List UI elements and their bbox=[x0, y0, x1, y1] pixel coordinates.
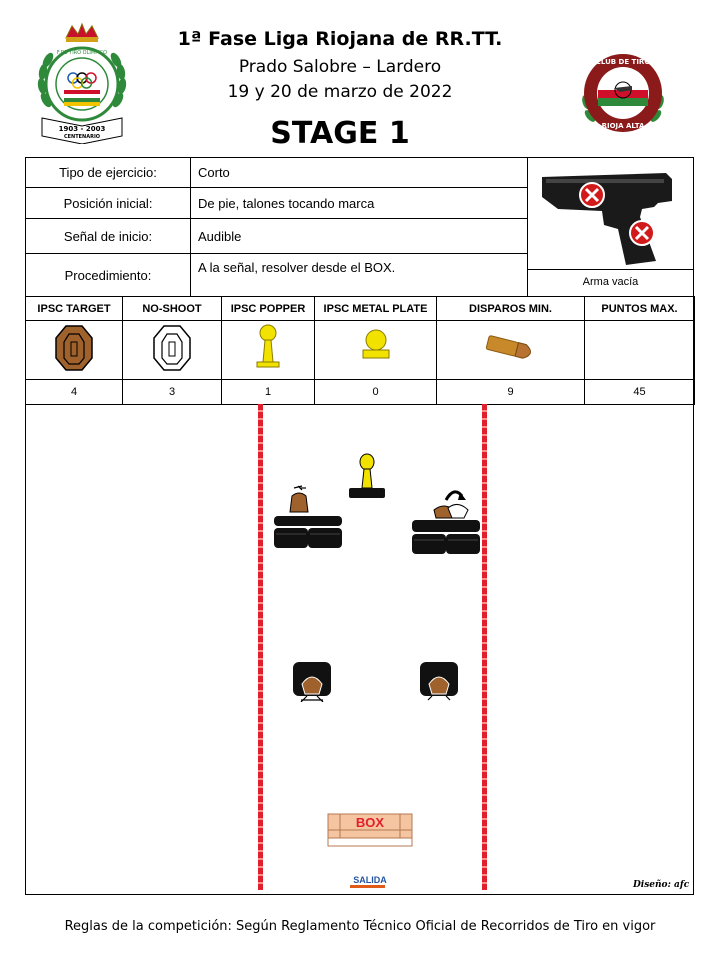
info-label: Posición inicial: bbox=[26, 188, 191, 219]
box-label: BOX bbox=[355, 815, 385, 830]
club-logo bbox=[580, 50, 666, 136]
targets-header-row bbox=[26, 297, 695, 321]
logo-right-bottom-text: RIOJA ALTA bbox=[601, 122, 645, 130]
header-ipsc-metal-plate: IPSC METAL PLATE bbox=[315, 297, 437, 321]
count-ipsc-popper: 1 bbox=[222, 380, 315, 405]
info-row bbox=[26, 254, 528, 297]
course-target-lower-right bbox=[418, 660, 460, 702]
start-line bbox=[350, 885, 385, 888]
shooting-box bbox=[326, 810, 414, 850]
designer-signature: Diseño: afc bbox=[633, 880, 690, 890]
header-puntos-max: PUNTOS MAX. bbox=[585, 297, 695, 321]
fault-line-right bbox=[482, 404, 487, 890]
info-value: Audible bbox=[191, 219, 528, 254]
logo-left-label: CENTENARIO bbox=[63, 134, 101, 140]
pistol-icon bbox=[538, 167, 688, 267]
info-label: Procedimiento: bbox=[26, 254, 191, 297]
header-no-shoot: NO-SHOOT bbox=[123, 297, 222, 321]
info-label: Señal de inicio: bbox=[26, 219, 191, 254]
info-row bbox=[26, 188, 528, 219]
count-no-shoot: 3 bbox=[123, 380, 222, 405]
event-dates: 19 y 20 de marzo de 2022 bbox=[227, 82, 453, 102]
logo-right-top-text: CLUB DE TIRO bbox=[595, 58, 651, 66]
venue: Prado Salobre – Lardero bbox=[238, 57, 442, 77]
stage-title: STAGE 1 bbox=[270, 116, 410, 151]
info-value: A la señal, resolver desde el BOX. bbox=[191, 254, 528, 297]
count-ipsc-target: 4 bbox=[26, 380, 123, 405]
info-value: Corto bbox=[191, 158, 528, 188]
logo-left-years: 1903 - 2003 bbox=[58, 125, 106, 133]
gun-divider bbox=[527, 269, 694, 270]
gun-caption: Arma vacía bbox=[582, 276, 639, 288]
federation-logo bbox=[36, 22, 128, 144]
header-disparos-min: DISPAROS MIN. bbox=[437, 297, 585, 321]
count-metal-plate: 0 bbox=[315, 380, 437, 405]
course-target-lower-left bbox=[291, 660, 333, 702]
stage-info-table bbox=[25, 157, 528, 297]
info-row bbox=[26, 158, 528, 188]
ipsc-target-icon bbox=[54, 324, 94, 372]
event-title: 1ª Fase Liga Riojana de RR.TT. bbox=[177, 28, 503, 50]
course-barrel-stack-left bbox=[270, 484, 344, 552]
course-popper bbox=[346, 452, 388, 502]
fault-line-left bbox=[258, 404, 263, 890]
ipsc-popper-icon bbox=[253, 324, 283, 372]
count-min-shots: 9 bbox=[437, 380, 585, 405]
info-row bbox=[26, 219, 528, 254]
targets-table bbox=[25, 296, 695, 405]
start-label: SALIDA bbox=[353, 875, 387, 885]
bullet-icon bbox=[483, 331, 539, 365]
info-label: Tipo de ejercicio: bbox=[26, 158, 191, 188]
course-barrel-stack-right bbox=[408, 484, 484, 556]
logo-left-top-text: F.DE TIRO OLIMPICO bbox=[56, 50, 108, 56]
count-max-points: 45 bbox=[585, 380, 695, 405]
no-shoot-icon bbox=[152, 324, 192, 372]
header-ipsc-target: IPSC TARGET bbox=[26, 297, 123, 321]
targets-count-row bbox=[26, 380, 695, 405]
metal-plate-icon bbox=[359, 328, 393, 368]
info-value: De pie, talones tocando marca bbox=[191, 188, 528, 219]
targets-icon-row bbox=[26, 321, 695, 380]
competition-rules: Reglas de la competición: Según Reglamento Técnico Oficial de Recorridos de Tiro en vigor bbox=[64, 919, 656, 934]
header-ipsc-popper: IPSC POPPER bbox=[222, 297, 315, 321]
